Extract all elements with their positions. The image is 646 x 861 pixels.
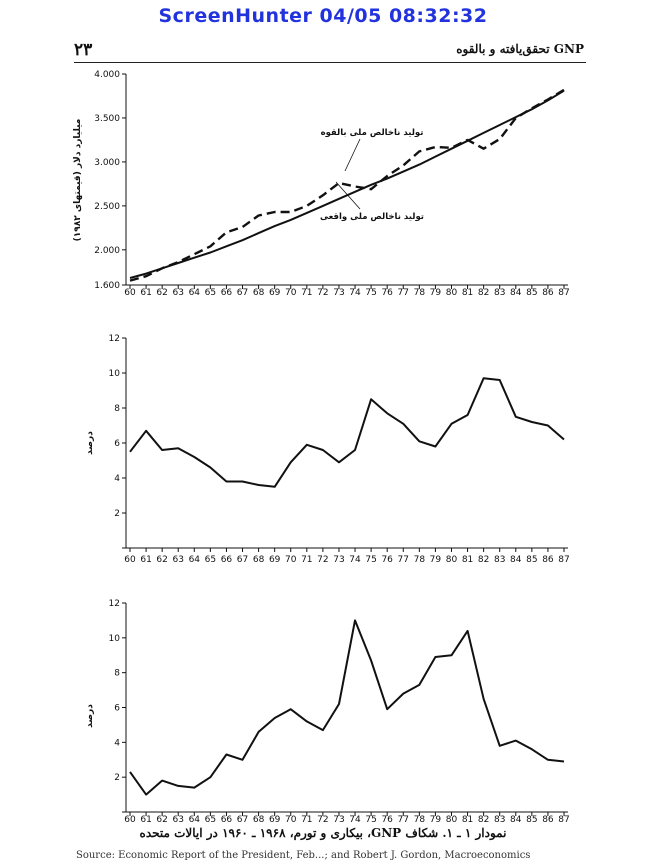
- x-tick-label: 85: [526, 815, 538, 825]
- x-tick-label: 69: [268, 555, 281, 565]
- x-tick-label: 87: [558, 288, 570, 298]
- x-tick-label: 83: [493, 288, 506, 298]
- x-tick-label: 71: [301, 555, 313, 565]
- x-tick-label: 80: [445, 288, 458, 298]
- x-tick-label: 73: [333, 288, 345, 298]
- x-tick-label: 67: [236, 555, 249, 565]
- running-head: GNP تحقق‌یافته و بالقوه: [456, 42, 584, 56]
- x-tick-label: 85: [526, 555, 538, 565]
- x-tick-label: 82: [477, 555, 490, 565]
- x-tick-label: 77: [397, 555, 409, 565]
- x-tick-label: 61: [140, 288, 152, 298]
- x-tick-label: 72: [317, 288, 329, 298]
- y-axis-label: درصد: [85, 704, 95, 728]
- y-tick-label: 4.000: [94, 70, 120, 80]
- x-tick-label: 68: [252, 555, 265, 565]
- x-tick-label: 75: [365, 555, 377, 565]
- y-tick-label: 1.600: [94, 281, 120, 291]
- x-tick-label: 70: [285, 555, 297, 565]
- x-tick-label: 77: [397, 815, 409, 825]
- y-tick-label: 3.500: [94, 113, 120, 124]
- x-tick-label: 64: [188, 555, 201, 565]
- x-tick-label: 75: [365, 288, 377, 298]
- x-tick-label: 87: [558, 555, 570, 565]
- x-tick-label: 76: [381, 555, 393, 565]
- y-tick-label: 2.500: [94, 201, 120, 212]
- x-tick-label: 65: [204, 555, 217, 565]
- x-tick-label: 73: [333, 815, 345, 825]
- x-tick-label: 61: [140, 555, 152, 565]
- x-tick-label: 74: [349, 555, 361, 565]
- x-tick-label: 65: [204, 288, 217, 298]
- x-tick-label: 69: [268, 288, 281, 298]
- y-tick-label: 4: [114, 738, 120, 749]
- x-tick-label: 65: [204, 815, 217, 825]
- x-tick-label: 64: [188, 288, 201, 298]
- y-tick-label: 6: [114, 703, 120, 714]
- x-tick-label: 78: [413, 555, 426, 565]
- x-tick-label: 78: [413, 288, 426, 298]
- x-tick-label: 86: [542, 288, 554, 298]
- x-tick-label: 61: [140, 815, 152, 825]
- x-tick-label: 60: [124, 555, 136, 565]
- x-tick-label: 67: [236, 815, 249, 825]
- x-tick-label: 68: [252, 288, 265, 298]
- x-tick-label: 76: [381, 815, 393, 825]
- x-tick-label: 80: [445, 815, 458, 825]
- annotation-actual-gnp: تولید ناخالص ملی واقعی: [320, 212, 424, 222]
- x-tick-label: 81: [461, 288, 474, 298]
- x-tick-label: 74: [349, 815, 361, 825]
- x-tick-label: 62: [156, 288, 168, 298]
- x-tick-label: 67: [236, 288, 249, 298]
- x-tick-label: 63: [172, 288, 184, 298]
- y-tick-label: 4: [114, 474, 120, 484]
- x-tick-label: 76: [381, 288, 393, 298]
- x-tick-label: 60: [124, 288, 136, 298]
- source-note: Source: Economic Report of the President, Feb...; and Robert J. Gordon, Macroeconomics: [76, 850, 531, 861]
- x-tick-label: 85: [526, 288, 538, 298]
- y-tick-label: 8: [114, 668, 120, 679]
- y-tick-label: 12: [108, 334, 120, 344]
- y-tick-label: 2: [114, 509, 120, 519]
- x-tick-label: 63: [172, 555, 184, 565]
- screenshot-watermark-banner: ScreenHunter 04/05 08:32:32: [158, 5, 488, 27]
- y-axis-label: (قیمتهای ۱۹۸۲) میلیارد دلار: [73, 118, 83, 242]
- x-tick-label: 81: [461, 815, 474, 825]
- x-tick-label: 66: [220, 815, 233, 825]
- y-tick-label: 3.000: [94, 157, 120, 168]
- series-line-2-0: [130, 620, 564, 794]
- figure-caption: نمودار ۱ ـ ۱. شکاف GNP، بیکاری و تورم، ۱۹۶۸ ـ ۱۹۶۰ در ایالات متحده: [139, 826, 507, 840]
- x-tick-label: 70: [285, 815, 297, 825]
- x-tick-label: 78: [413, 815, 426, 825]
- y-tick-label: 2: [114, 773, 120, 784]
- x-tick-label: 64: [188, 815, 201, 825]
- x-tick-label: 73: [333, 555, 345, 565]
- x-tick-label: 69: [268, 815, 281, 825]
- x-tick-label: 84: [510, 288, 522, 298]
- y-tick-label: 6: [114, 439, 120, 449]
- x-tick-label: 71: [301, 288, 313, 298]
- y-axis-label: درصد: [85, 431, 95, 455]
- x-tick-label: 70: [285, 288, 297, 298]
- x-tick-label: 83: [493, 815, 506, 825]
- x-tick-label: 71: [301, 815, 313, 825]
- x-tick-label: 72: [317, 815, 329, 825]
- page-number: ۲۳: [74, 40, 93, 60]
- x-tick-label: 77: [397, 288, 409, 298]
- x-tick-label: 66: [220, 288, 233, 298]
- annotation-potential-gnp: تولید ناخالص ملی بالقوه: [320, 128, 424, 138]
- x-tick-label: 68: [252, 815, 265, 825]
- x-tick-label: 82: [477, 288, 490, 298]
- x-tick-label: 83: [493, 555, 506, 565]
- x-tick-label: 79: [429, 815, 442, 825]
- y-tick-label: 10: [108, 369, 120, 379]
- x-tick-label: 62: [156, 555, 168, 565]
- x-tick-label: 82: [477, 815, 490, 825]
- x-tick-label: 72: [317, 555, 329, 565]
- x-tick-label: 84: [510, 555, 522, 565]
- y-tick-label: 2.000: [94, 245, 120, 256]
- x-tick-label: 62: [156, 815, 168, 825]
- y-tick-label: 12: [108, 599, 120, 609]
- x-tick-label: 79: [429, 288, 442, 298]
- x-tick-label: 63: [172, 815, 184, 825]
- y-tick-label: 8: [114, 404, 120, 414]
- x-tick-label: 66: [220, 555, 233, 565]
- x-tick-label: 86: [542, 555, 554, 565]
- x-tick-label: 81: [461, 555, 474, 565]
- x-tick-label: 75: [365, 815, 377, 825]
- x-tick-label: 60: [124, 815, 136, 825]
- x-tick-label: 86: [542, 815, 554, 825]
- x-tick-label: 79: [429, 555, 442, 565]
- x-tick-label: 84: [510, 815, 522, 825]
- x-tick-label: 87: [558, 815, 570, 825]
- x-tick-label: 74: [349, 288, 361, 298]
- y-tick-label: 10: [108, 633, 120, 644]
- x-tick-label: 80: [445, 555, 458, 565]
